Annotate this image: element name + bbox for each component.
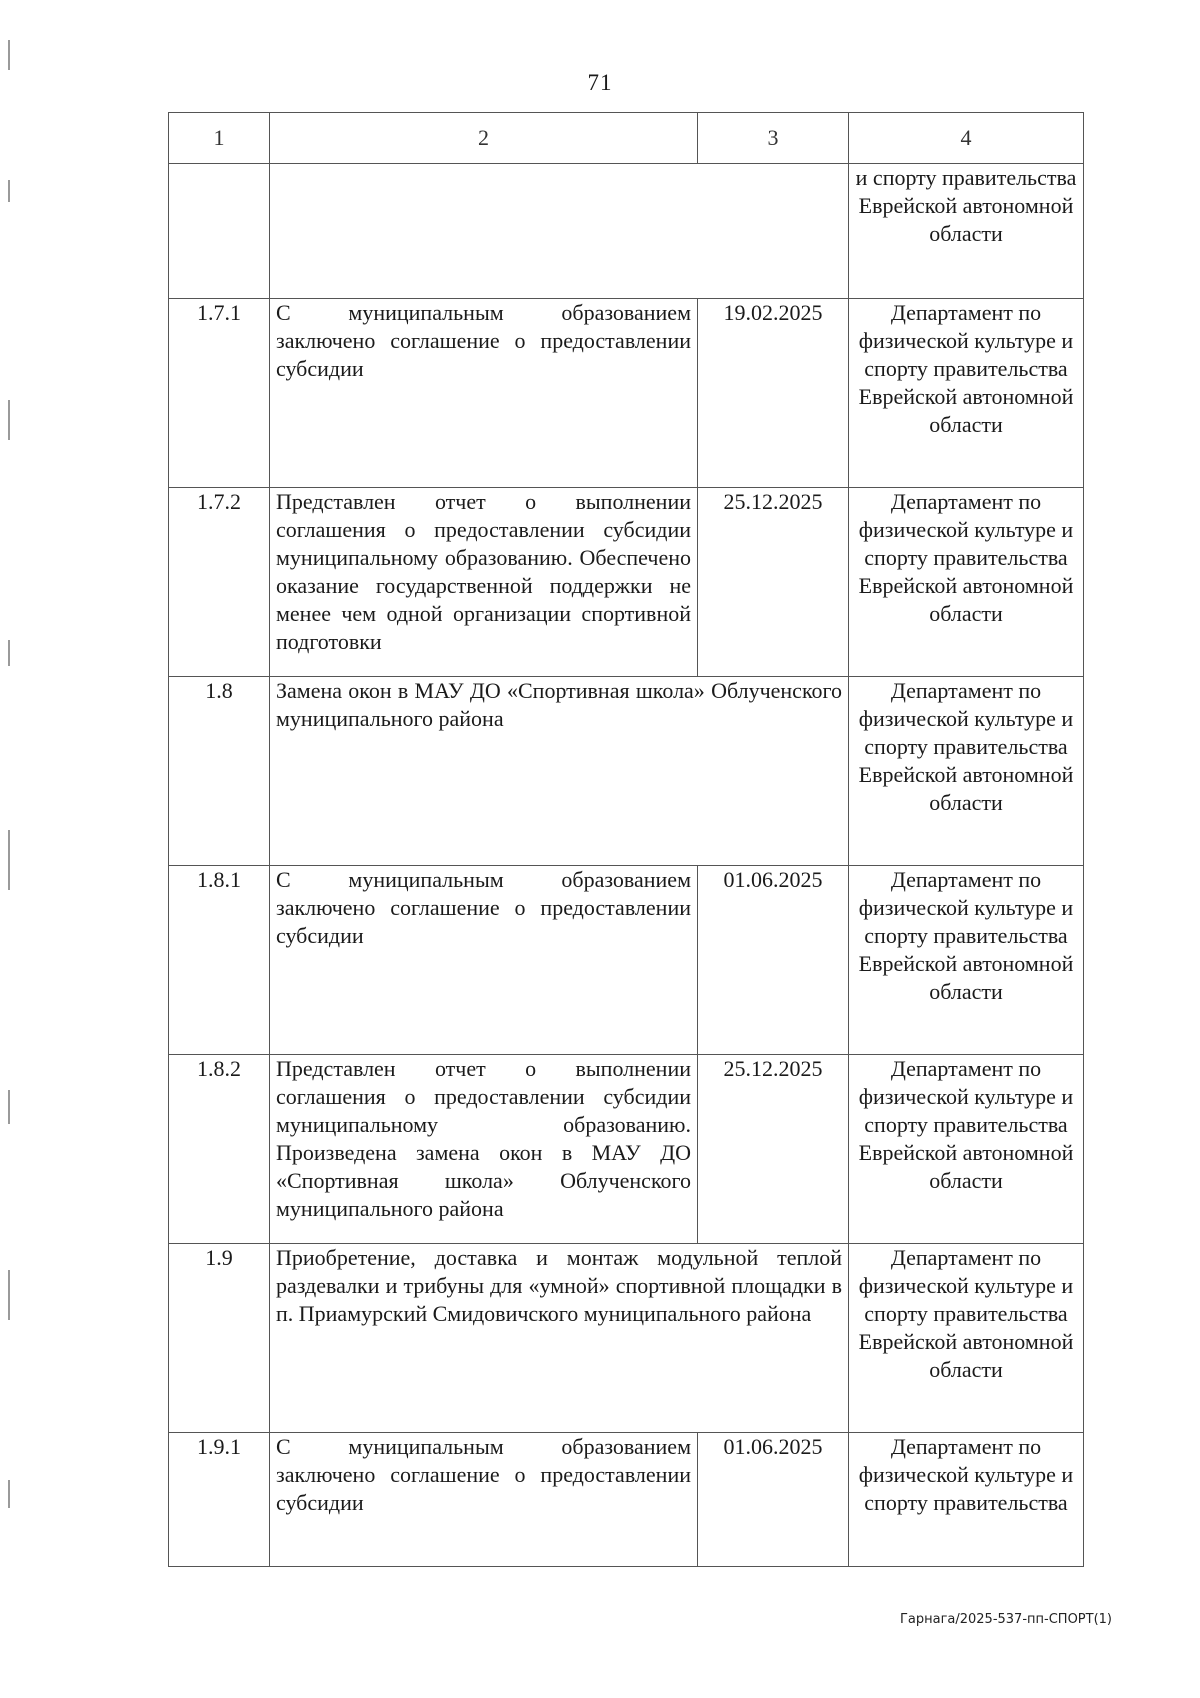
responsible-cell: Департамент по физической культуре и спорту правительства [849, 1433, 1084, 1567]
page-number: 71 [587, 70, 613, 95]
schedule-table [168, 112, 1084, 1567]
row-text: С муниципальным образованием заключено соглашение о предоставлении субсидии [270, 299, 698, 488]
row-number [169, 164, 270, 299]
row-text: Замена окон в МАУ ДО «Спортивная школа» Облученского муниципального района [270, 677, 849, 866]
table-row [169, 866, 1084, 1055]
table-row [169, 1055, 1084, 1244]
document-id-footer: Гарнага/2025-537-пп-СПОРТ(1) [899, 1612, 1112, 1627]
column-header: 4 [849, 113, 1084, 164]
row-number: 1.9.1 [169, 1433, 270, 1567]
row-text: Представлен отчет о выполнении соглашения о предоставлении субсидии муниципальному образованию. Произведена замена окон в МАУ ДО «Спортивная школа» Облученского муниципального района [270, 1055, 698, 1244]
table-header-row [169, 113, 1084, 164]
table-row [169, 1433, 1084, 1567]
row-date: 25.12.2025 [698, 488, 849, 677]
row-text: С муниципальным образованием заключено соглашение о предоставлении субсидии [270, 866, 698, 1055]
row-number: 1.8 [169, 677, 270, 866]
table-row [169, 488, 1084, 677]
column-header: 1 [169, 113, 270, 164]
responsible-cell: Департамент по физической культуре и спорту правительства Еврейской автономной области [849, 1055, 1084, 1244]
column-header: 2 [270, 113, 698, 164]
scan-edge-artifacts [4, 0, 18, 1698]
row-text: С муниципальным образованием заключено соглашение о предоставлении субсидии [270, 1433, 698, 1567]
row-text [270, 164, 849, 299]
table-row [169, 299, 1084, 488]
table-row [169, 677, 1084, 866]
row-date: 19.02.2025 [698, 299, 849, 488]
responsible-cell: и спорту правительства Еврейской автономной области [849, 164, 1084, 299]
responsible-cell: Департамент по физической культуре и спорту правительства Еврейской автономной области [849, 1244, 1084, 1433]
row-date: 01.06.2025 [698, 866, 849, 1055]
row-text: Представлен отчет о выполнении соглашения о предоставлении субсидии муниципальному образованию. Обеспечено оказание государственной поддержки не менее чем одной организации спортивной подготовки [270, 488, 698, 677]
responsible-cell: Департамент по физической культуре и спорту правительства Еврейской автономной области [849, 299, 1084, 488]
table-row [169, 1244, 1084, 1433]
row-number: 1.7.2 [169, 488, 270, 677]
responsible-cell: Департамент по физической культуре и спорту правительства Еврейской автономной области [849, 677, 1084, 866]
column-header: 3 [698, 113, 849, 164]
row-number: 1.8.1 [169, 866, 270, 1055]
row-date: 25.12.2025 [698, 1055, 849, 1244]
row-number: 1.9 [169, 1244, 270, 1433]
row-date: 01.06.2025 [698, 1433, 849, 1567]
responsible-cell: Департамент по физической культуре и спорту правительства Еврейской автономной области [849, 866, 1084, 1055]
table-row [169, 164, 1084, 299]
responsible-cell: Департамент по физической культуре и спорту правительства Еврейской автономной области [849, 488, 1084, 677]
row-number: 1.7.1 [169, 299, 270, 488]
row-number: 1.8.2 [169, 1055, 270, 1244]
row-text: Приобретение, доставка и монтаж модульной теплой раздевалки и трибуны для «умной» спортивной площадки в п. Приамурский Смидовичского муниципального района [270, 1244, 849, 1433]
